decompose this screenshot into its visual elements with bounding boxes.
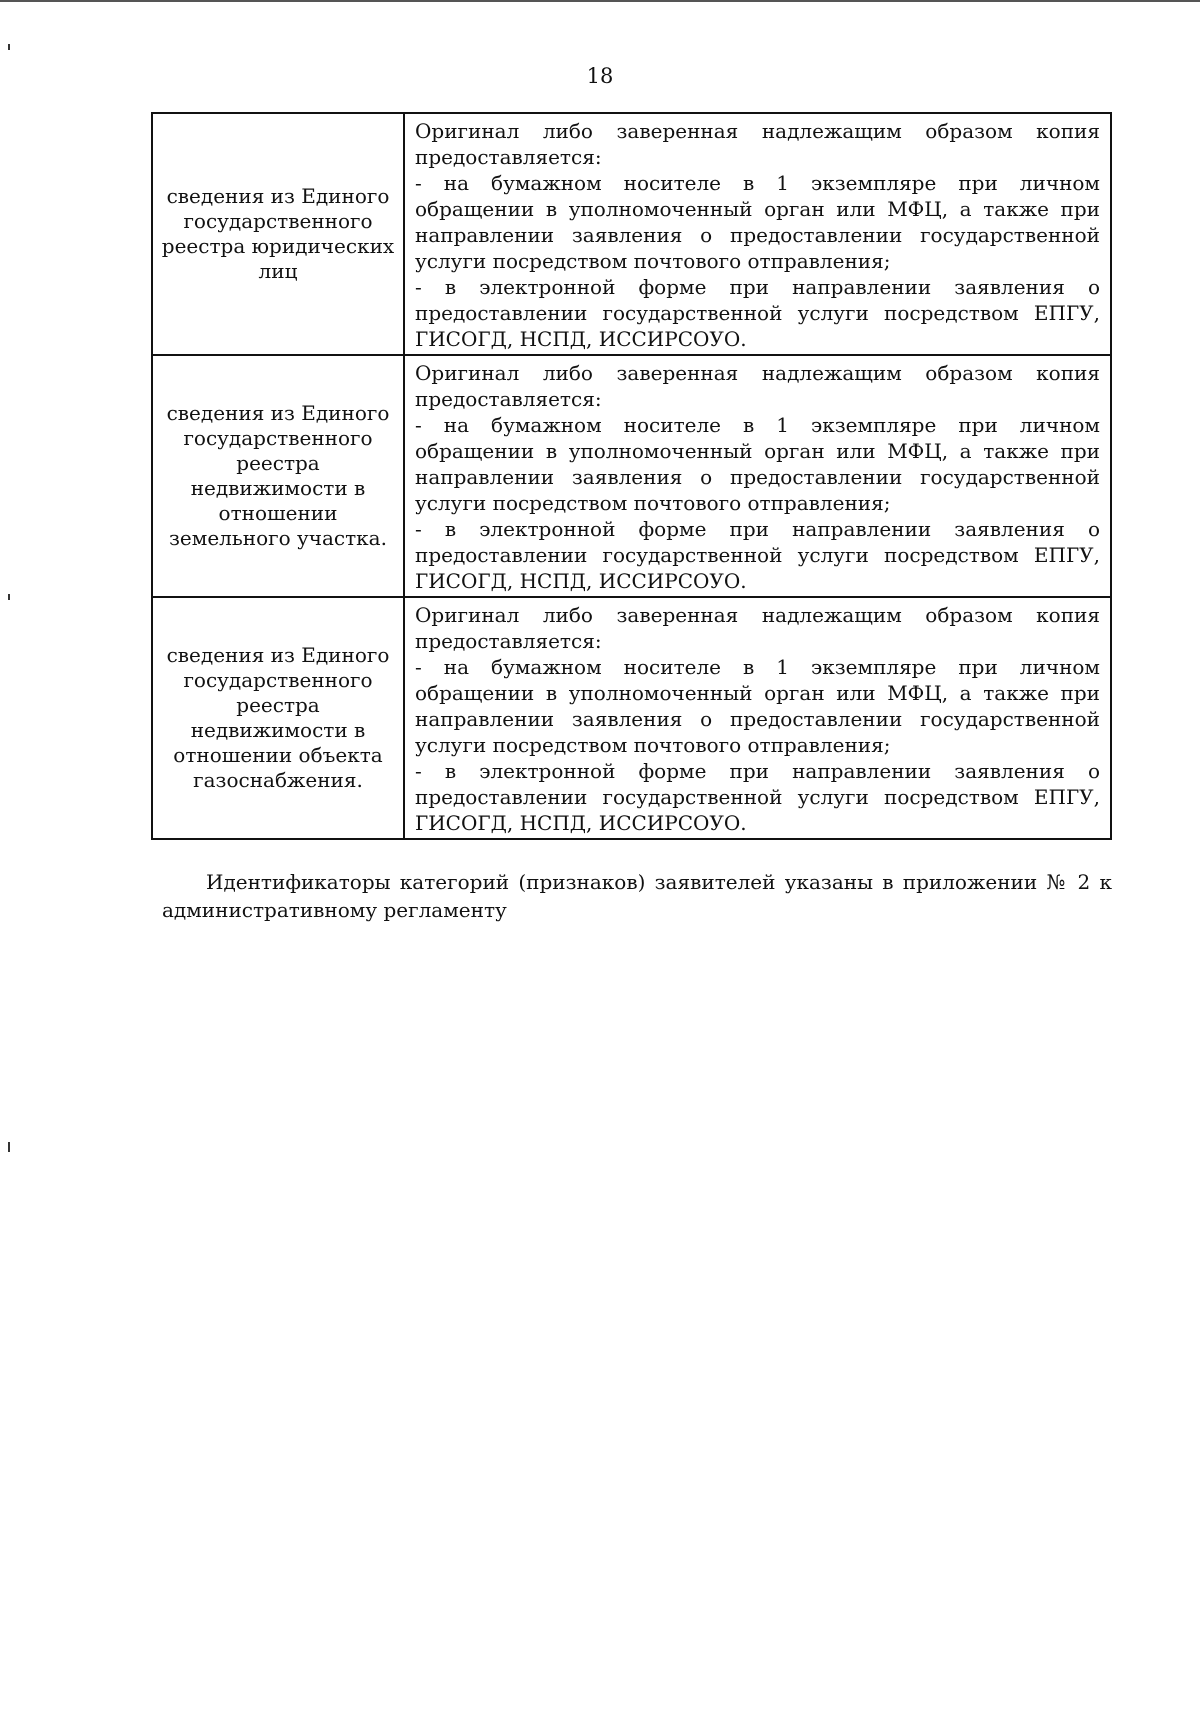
scan-edge-line <box>0 0 1200 2</box>
submission-intro: Оригинал либо заверенная надлежащим образом копия предоставляется: <box>415 119 1100 169</box>
submission-item-electronic: - в электронной форме при направлении заявления о предоставлении государственной услуги посредством ЕПГУ, ГИСОГД, НСПД, ИССИРСОУО. <box>415 759 1100 835</box>
submission-item-paper: - на бумажном носителе в 1 экземпляре при личном обращении в уполномоченный орган или МФЦ, а также при направлении заявления о предоставлении государственной услуги посредством почтового отправления; <box>415 413 1100 515</box>
submission-item-paper: - на бумажном носителе в 1 экземпляре при личном обращении в уполномоченный орган или МФЦ, а также при направлении заявления о предоставлении государственной услуги посредством почтового отправления; <box>415 171 1100 273</box>
scan-mark <box>8 44 10 50</box>
applicant-identifiers-note: Идентификаторы категорий (признаков) заявителей указаны в приложении № 2 к административному регламенту <box>162 870 1112 922</box>
submission-intro: Оригинал либо заверенная надлежащим образом копия предоставляется: <box>415 361 1100 411</box>
submission-intro: Оригинал либо заверенная надлежащим образом копия предоставляется: <box>415 603 1100 653</box>
table-row <box>152 355 1111 597</box>
table-row <box>152 597 1111 839</box>
scan-mark <box>8 594 10 600</box>
document-name-cell: сведения из Единого государственного реестра юридических лиц <box>152 113 404 355</box>
documents-table <box>151 112 1112 840</box>
scan-mark <box>8 1142 10 1152</box>
submission-item-electronic: - в электронной форме при направлении заявления о предоставлении государственной услуги посредством ЕПГУ, ГИСОГД, НСПД, ИССИРСОУО. <box>415 517 1100 593</box>
submission-item-electronic: - в электронной форме при направлении заявления о предоставлении государственной услуги посредством ЕПГУ, ГИСОГД, НСПД, ИССИРСОУО. <box>415 275 1100 351</box>
table-row <box>152 113 1111 355</box>
submission-method-cell <box>404 113 1111 355</box>
submission-method-cell <box>404 355 1111 597</box>
page-number: 18 <box>586 64 614 88</box>
submission-method-cell <box>404 597 1111 839</box>
document-name-cell: сведения из Единого государственного реестра недвижимости в отношении земельного участка. <box>152 355 404 597</box>
submission-item-paper: - на бумажном носителе в 1 экземпляре при личном обращении в уполномоченный орган или МФЦ, а также при направлении заявления о предоставлении государственной услуги посредством почтового отправления; <box>415 655 1100 757</box>
document-name-cell: сведения из Единого государственного реестра недвижимости в отношении объекта газоснабжения. <box>152 597 404 839</box>
